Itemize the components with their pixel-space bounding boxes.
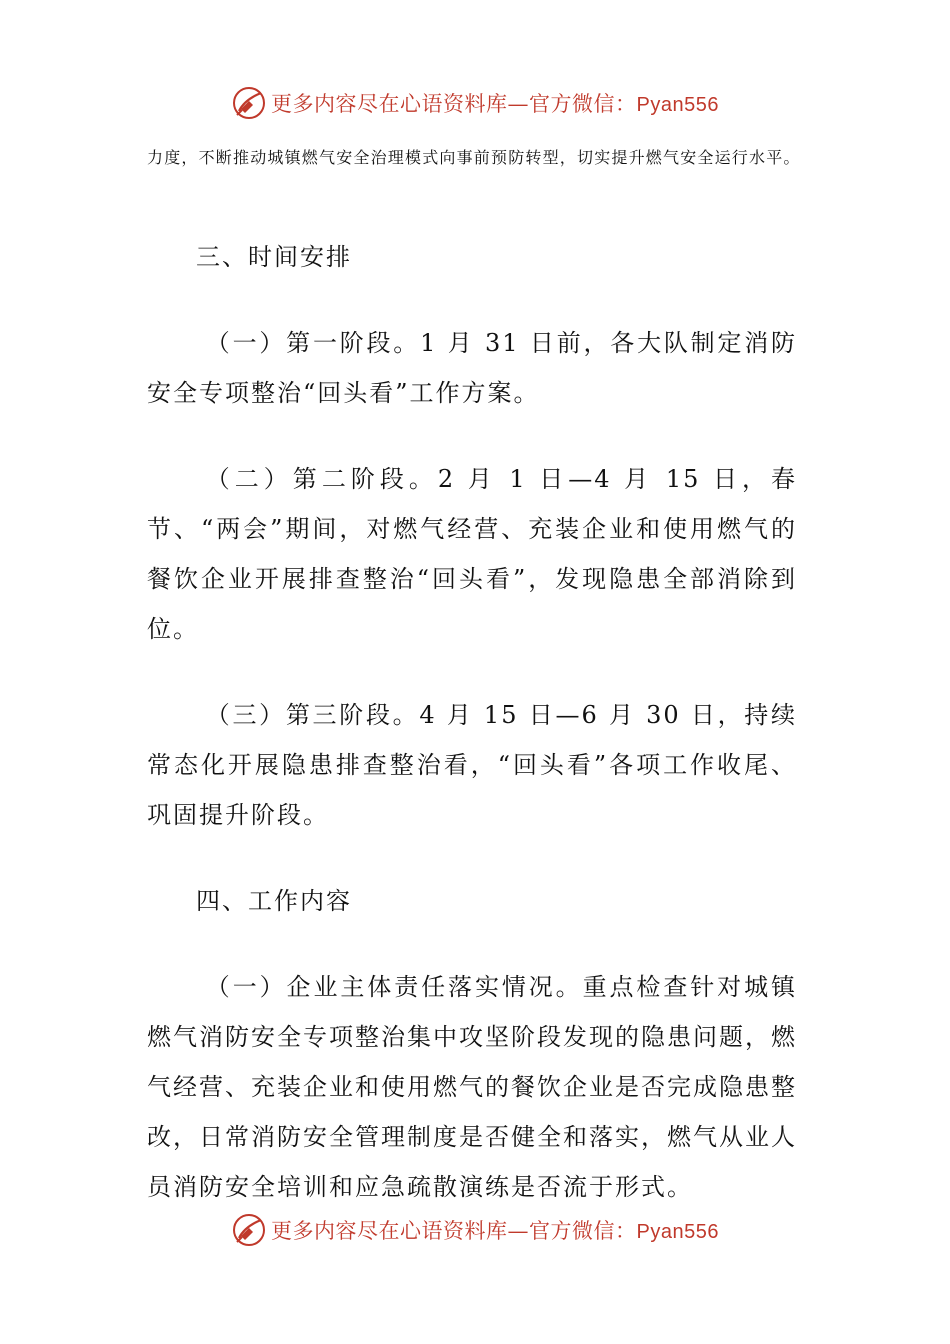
banner-site-text: 更多内容尽在心语资料库 <box>271 1219 508 1243</box>
header-banner <box>0 83 950 123</box>
banner-wechat-id: Pyan556 <box>636 94 719 116</box>
banner-site-text: 更多内容尽在心语资料库 <box>271 92 508 116</box>
banner-wechat-label: 官方微信： <box>529 1219 637 1243</box>
pen-logo-icon <box>231 1212 267 1248</box>
banner-wechat-label: 官方微信： <box>529 92 637 116</box>
paragraph-phase-3: （三）第三阶段。4 月 15 日—6 月 30 日，持续常态化开展隐患排查整治看，“回头看”各项工作收尾、巩固提升阶段。 <box>147 701 797 829</box>
banner-text <box>271 88 719 118</box>
carryover-paragraph: 力度，不断推动城镇燃气安全治理模式向事前预防转型，切实提升燃气安全运行水平。 <box>147 148 801 167</box>
banner-text <box>271 1215 719 1245</box>
section-heading-work-content: 四、工作内容 <box>196 887 352 915</box>
paragraph-phase-1: （一）第一阶段。1 月 31 日前，各大队制定消防安全专项整治“回头看”工作方案。 <box>147 329 797 407</box>
paragraph-work-content-1: （一）企业主体责任落实情况。重点检查针对城镇燃气消防安全专项整治集中攻坚阶段发现的隐患问题，燃气经营、充装企业和使用燃气的餐饮企业是否完成隐患整改，日常消防安全管理制度是否健全和落实，燃气从业人员消防安全培训和应急疏散演练是否流于形式。 <box>147 973 797 1201</box>
pen-logo-icon <box>231 85 267 121</box>
section-heading-schedule: 三、时间安排 <box>196 243 352 271</box>
banner-separator: — <box>507 1219 530 1243</box>
banner-separator: — <box>507 92 530 116</box>
document-body <box>147 232 797 1212</box>
footer-banner <box>0 1210 950 1250</box>
paragraph-phase-2: （二）第二阶段。2 月 1 日—4 月 15 日，春节、“两会”期间，对燃气经营、充装企业和使用燃气的餐饮企业开展排查整治“回头看”，发现隐患全部消除到位。 <box>147 465 797 643</box>
banner-wechat-id: Pyan556 <box>636 1221 719 1243</box>
